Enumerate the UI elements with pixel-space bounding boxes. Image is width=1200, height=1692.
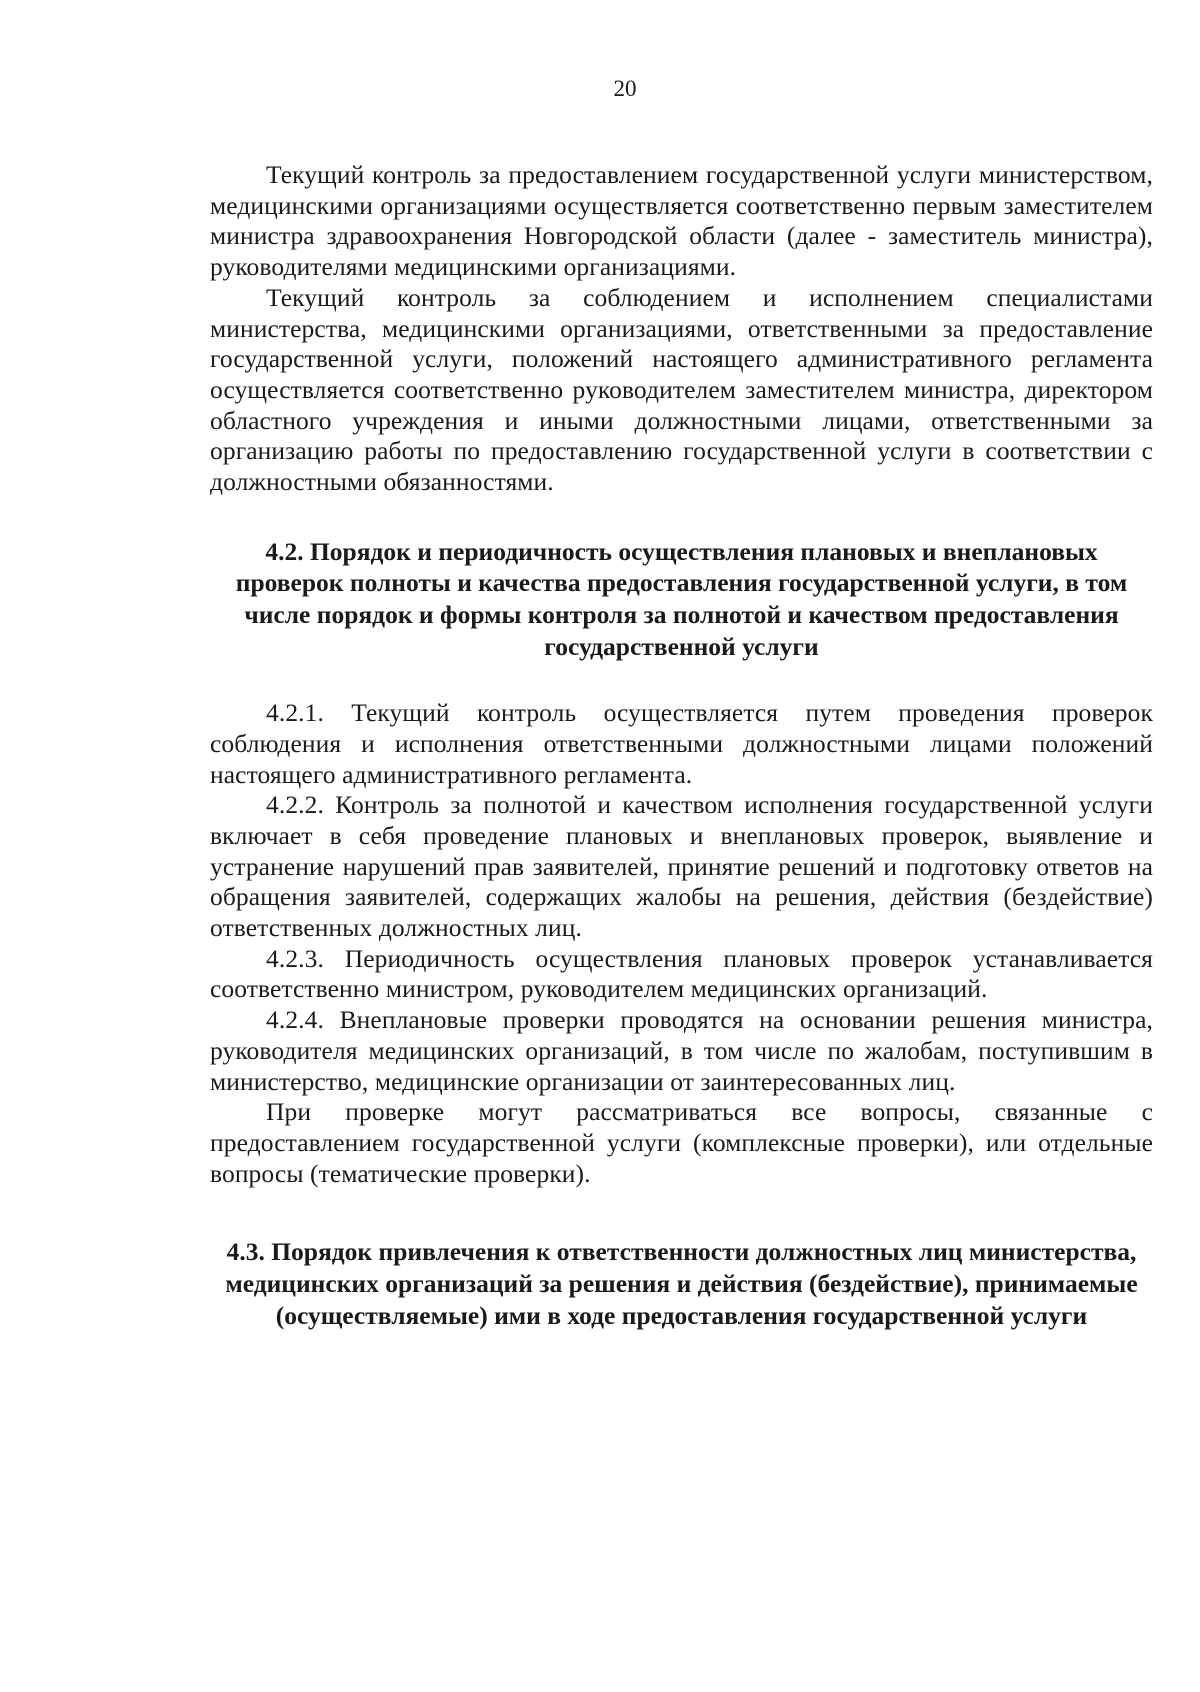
document-body <box>210 160 1153 1331</box>
section-heading-4-2: 4.2. Порядок и периодичность осуществления плановых и внеплановых проверок полноты и качества предоставления государственной услуги, в том числе порядок и формы контроля за полнотой и качеством предоставления государственной услуги <box>235 536 1128 661</box>
section-heading-4-3: 4.3. Порядок привлечения к ответственности должностных лиц министерства, медицинских организаций за решения и действия (бездействие), принимаемые (осуществляемые) ими в ходе предоставления государственной услуги <box>225 1237 1138 1330</box>
paragraph-4-2-4: 4.2.4. Внеплановые проверки проводятся на основании решения министра, руководителя медицинских организаций, в том числе по жалобам, поступившим в министерство, медицинские организации от заинтересованных лиц. <box>210 1005 1153 1096</box>
paragraph-current-control: Текущий контроль за предоставлением государственной услуги министерством, медицинскими организациями осуществляется соответственно первым заместителем министра здравоохранения Новгородской области (далее - заместитель министра), руководителями медицинскими организациями. <box>210 160 1153 282</box>
paragraph-4-2-2: 4.2.2. Контроль за полнотой и качеством исполнения государственной услуги включает в себя проведение плановых и внеплановых проверок, выявление и устранение нарушений прав заявителей, принятие решений и подготовку ответов на обращения заявителей, содержащих жалобы на решения, действия (бездействие) ответственных должностных лиц. <box>210 790 1153 943</box>
paragraph-compliance-control: Текущий контроль за соблюдением и исполнением специалистами министерства, медицинскими организациями, ответственными за предоставление государственной услуги, положений настоящего административного регламента осуществляется соответственно руководителем заместителем министра, директором областного учреждения и иными должностными лицами, ответственными за организацию работы по предоставлению государственной услуги в соответствии с должностными обязанностями. <box>210 282 1153 497</box>
page-number: 20 <box>613 76 637 101</box>
paragraph-4-2-3: 4.2.3. Периодичность осуществления плановых проверок устанавливается соответственно министром, руководителем медицинских организаций. <box>210 943 1153 1004</box>
paragraph-4-2-1: 4.2.1. Текущий контроль осуществляется путем проведения проверок соблюдения и исполнения ответственными должностными лицами положений настоящего административного регламента. <box>210 698 1153 789</box>
paragraph-inspection-scope: При проверке могут рассматриваться все вопросы, связанные с предоставлением государственной услуги (комплексные проверки), или отдельные вопросы (тематические проверки). <box>210 1097 1153 1188</box>
